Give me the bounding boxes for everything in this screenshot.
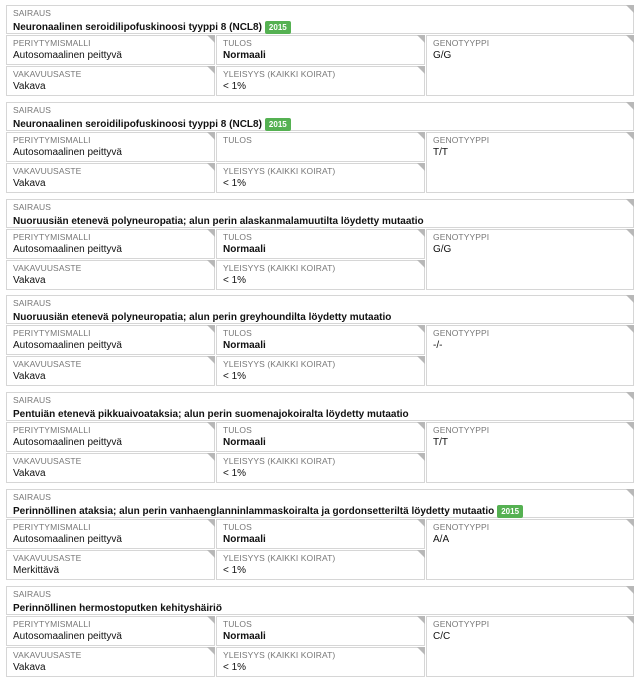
genotype-label: GENOTYYPPI	[433, 619, 490, 629]
severity-value: Vakava	[13, 178, 46, 189]
severity-cell	[6, 356, 215, 386]
inheritance-cell	[6, 519, 215, 549]
severity-value: Vakava	[13, 662, 46, 673]
genotype-cell	[426, 229, 634, 290]
inheritance-cell	[6, 616, 215, 646]
severity-label: VAKAVUUSASTE	[13, 263, 82, 273]
severity-cell	[6, 260, 215, 290]
genotype-label: GENOTYYPPI	[433, 38, 490, 48]
genotype-label: GENOTYYPPI	[433, 135, 490, 145]
genotype-cell	[426, 35, 634, 96]
genotype-value: G/G	[433, 244, 452, 255]
frequency-label: YLEISYYS (KAIKKI KOIRAT)	[223, 650, 336, 660]
inheritance-label: PERIYTYMISMALLI	[13, 619, 91, 629]
disease-label: SAIRAUS	[13, 8, 52, 18]
inheritance-cell	[6, 422, 215, 452]
severity-label: VAKAVUUSASTE	[13, 166, 82, 176]
disease-label: SAIRAUS	[13, 105, 52, 115]
frequency-cell	[216, 66, 425, 96]
genotype-label: GENOTYYPPI	[433, 522, 490, 532]
disease-name: Nuoruusiän etenevä polyneuropatia; alun perin alaskanmalamuutilta löydetty mutaatio	[13, 215, 424, 227]
frequency-cell	[216, 550, 425, 580]
disease-label: SAIRAUS	[13, 202, 52, 212]
inheritance-cell	[6, 229, 215, 259]
inheritance-value: Autosomaalinen peittyvä	[13, 147, 122, 158]
disease-cell	[6, 5, 634, 34]
severity-value: Vakava	[13, 275, 46, 286]
inheritance-cell	[6, 325, 215, 355]
year-badge: 2015	[497, 505, 523, 518]
inheritance-label: PERIYTYMISMALLI	[13, 328, 91, 338]
disease-name: Perinnöllinen ataksia; alun perin vanhaenglanninlammaskoiralta ja gordonsetteriltä löydetty mutaatio	[13, 505, 495, 517]
frequency-label: YLEISYYS (KAIKKI KOIRAT)	[223, 456, 336, 466]
severity-value: Vakava	[13, 371, 46, 382]
genotype-value: -/-	[433, 340, 443, 351]
disease-cell	[6, 295, 634, 324]
result-label: TULOS	[223, 522, 252, 532]
frequency-cell	[216, 260, 425, 290]
disease-name: Perinnöllinen hermostoputken kehityshäiriö	[13, 602, 222, 614]
severity-label: VAKAVUUSASTE	[13, 553, 82, 563]
inheritance-label: PERIYTYMISMALLI	[13, 135, 91, 145]
result-value: Normaali	[223, 244, 266, 255]
genotype-label: GENOTYYPPI	[433, 425, 490, 435]
result-cell	[216, 519, 425, 549]
frequency-cell	[216, 453, 425, 483]
severity-label: VAKAVUUSASTE	[13, 650, 82, 660]
result-cell	[216, 35, 425, 65]
inheritance-cell	[6, 132, 215, 162]
frequency-value: < 1%	[223, 371, 247, 382]
result-value: Normaali	[223, 340, 266, 351]
genotype-cell	[426, 325, 634, 386]
frequency-value: < 1%	[223, 275, 247, 286]
result-cell	[216, 229, 425, 259]
disease-name: Nuoruusiän etenevä polyneuropatia; alun perin greyhoundilta löydetty mutaatio	[13, 311, 392, 323]
severity-value: Vakava	[13, 81, 46, 92]
genotype-cell	[426, 616, 634, 677]
inheritance-label: PERIYTYMISMALLI	[13, 425, 91, 435]
disease-cell	[6, 199, 634, 228]
genotype-cell	[426, 519, 634, 580]
disease-name: Neuronaalinen seroidilipofuskinoosi tyyppi 8 (NCL8)	[13, 21, 262, 33]
severity-value: Merkittävä	[13, 565, 60, 576]
frequency-label: YLEISYYS (KAIKKI KOIRAT)	[223, 359, 336, 369]
inheritance-value: Autosomaalinen peittyvä	[13, 631, 122, 642]
inheritance-value: Autosomaalinen peittyvä	[13, 340, 122, 351]
disease-label: SAIRAUS	[13, 395, 52, 405]
inheritance-value: Autosomaalinen peittyvä	[13, 534, 122, 545]
disease-label: SAIRAUS	[13, 298, 52, 308]
severity-cell	[6, 550, 215, 580]
result-value: Normaali	[223, 534, 266, 545]
result-cell	[216, 325, 425, 355]
inheritance-label: PERIYTYMISMALLI	[13, 522, 91, 532]
frequency-value: < 1%	[223, 81, 247, 92]
genotype-value: G/G	[433, 50, 452, 61]
genotype-value: A/A	[433, 534, 450, 545]
disease-name: Pentuiän etenevä pikkuaivoataksia; alun perin suomenajokoiralta löydetty mutaatio	[13, 408, 409, 420]
frequency-cell	[216, 163, 425, 193]
inheritance-label: PERIYTYMISMALLI	[13, 38, 91, 48]
genotype-value: C/C	[433, 631, 451, 642]
result-label: TULOS	[223, 328, 252, 338]
disease-cell	[6, 102, 634, 131]
severity-value: Vakava	[13, 468, 46, 479]
severity-cell	[6, 66, 215, 96]
frequency-value: < 1%	[223, 662, 247, 673]
frequency-label: YLEISYYS (KAIKKI KOIRAT)	[223, 263, 336, 273]
inheritance-value: Autosomaalinen peittyvä	[13, 50, 122, 61]
genotype-cell	[426, 422, 634, 483]
inheritance-cell	[6, 35, 215, 65]
result-value: Normaali	[223, 631, 266, 642]
result-label: TULOS	[223, 232, 252, 242]
result-label: TULOS	[223, 619, 252, 629]
result-cell	[216, 132, 425, 162]
result-label: TULOS	[223, 135, 252, 145]
severity-cell	[6, 453, 215, 483]
frequency-label: YLEISYYS (KAIKKI KOIRAT)	[223, 553, 336, 563]
result-value: Normaali	[223, 50, 266, 61]
genotype-cell	[426, 132, 634, 193]
inheritance-label: PERIYTYMISMALLI	[13, 232, 91, 242]
disease-name: Neuronaalinen seroidilipofuskinoosi tyyppi 8 (NCL8)	[13, 118, 262, 130]
severity-cell	[6, 163, 215, 193]
inheritance-value: Autosomaalinen peittyvä	[13, 437, 122, 448]
genotype-label: GENOTYYPPI	[433, 232, 490, 242]
frequency-label: YLEISYYS (KAIKKI KOIRAT)	[223, 69, 336, 79]
frequency-label: YLEISYYS (KAIKKI KOIRAT)	[223, 166, 336, 176]
frequency-cell	[216, 356, 425, 386]
result-label: TULOS	[223, 38, 252, 48]
inheritance-value: Autosomaalinen peittyvä	[13, 244, 122, 255]
frequency-value: < 1%	[223, 565, 247, 576]
disease-cell	[6, 586, 634, 615]
severity-label: VAKAVUUSASTE	[13, 69, 82, 79]
severity-label: VAKAVUUSASTE	[13, 456, 82, 466]
disease-label: SAIRAUS	[13, 589, 52, 599]
severity-label: VAKAVUUSASTE	[13, 359, 82, 369]
result-value: Normaali	[223, 437, 266, 448]
result-cell	[216, 616, 425, 646]
frequency-value: < 1%	[223, 178, 247, 189]
genotype-label: GENOTYYPPI	[433, 328, 490, 338]
frequency-value: < 1%	[223, 468, 247, 479]
genotype-value: T/T	[433, 437, 448, 448]
year-badge: 2015	[265, 21, 291, 34]
result-label: TULOS	[223, 425, 252, 435]
year-badge: 2015	[265, 118, 291, 131]
result-cell	[216, 422, 425, 452]
disease-cell	[6, 392, 634, 421]
disease-cell	[6, 489, 634, 518]
disease-label: SAIRAUS	[13, 492, 52, 502]
genotype-value: T/T	[433, 147, 448, 158]
